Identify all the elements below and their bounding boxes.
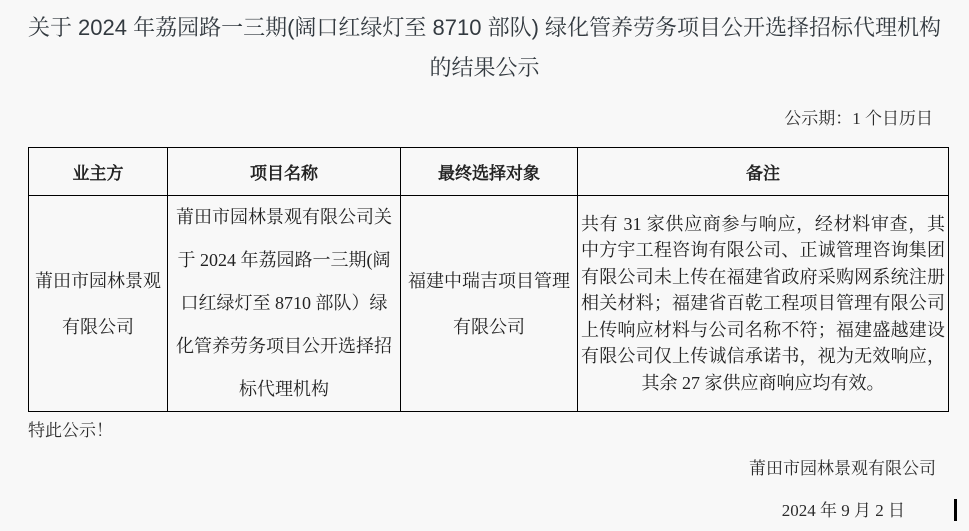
owner-cell: 莆田市园林景观有限公司 — [29, 196, 168, 412]
col-header-final-selection: 最终选择对象 — [401, 148, 578, 196]
publicity-period: 公示期：1 个日历日 — [784, 109, 933, 128]
table-header-row — [29, 148, 949, 196]
page-title: 关于 2024 年荔园路一三期(阔口红绿灯至 8710 部队) 绿化管养劳务项目公开选择招标代理机构的结果公示 — [27, 15, 942, 80]
project-name-cell: 莆田市园林景观有限公司关于 2024 年荔园路一三期(阔口红绿灯至 8710 部队）绿化管养劳务项目公开选择招标代理机构 — [168, 196, 401, 412]
closing-note: 特此公示！ — [28, 421, 113, 440]
col-header-remark: 备注 — [578, 148, 949, 196]
col-header-owner: 业主方 — [29, 148, 168, 196]
signature-company: 莆田市园林景观有限公司 — [749, 459, 936, 478]
signature-date: 2024 年 9 月 2 日 — [781, 501, 905, 520]
table-row — [29, 196, 949, 412]
result-table — [28, 147, 949, 412]
remark-cell: 共有 31 家供应商参与响应，经材料审查，其中方宇工程咨询有限公司、正诚管理咨询集团有限公司未上传在福建省政府采购网系统注册相关材料；福建省百乾工程项目管理有限公司上传响应材料与公司名称不符；福建盛越建设有限公司仅上传诚信承诺书，视为无效响应，其余 27 家供应商响应均有效。 — [578, 196, 949, 412]
text-caret — [954, 499, 957, 521]
col-header-project-name: 项目名称 — [168, 148, 401, 196]
final-selection-cell: 福建中瑞吉项目管理有限公司 — [401, 196, 578, 412]
